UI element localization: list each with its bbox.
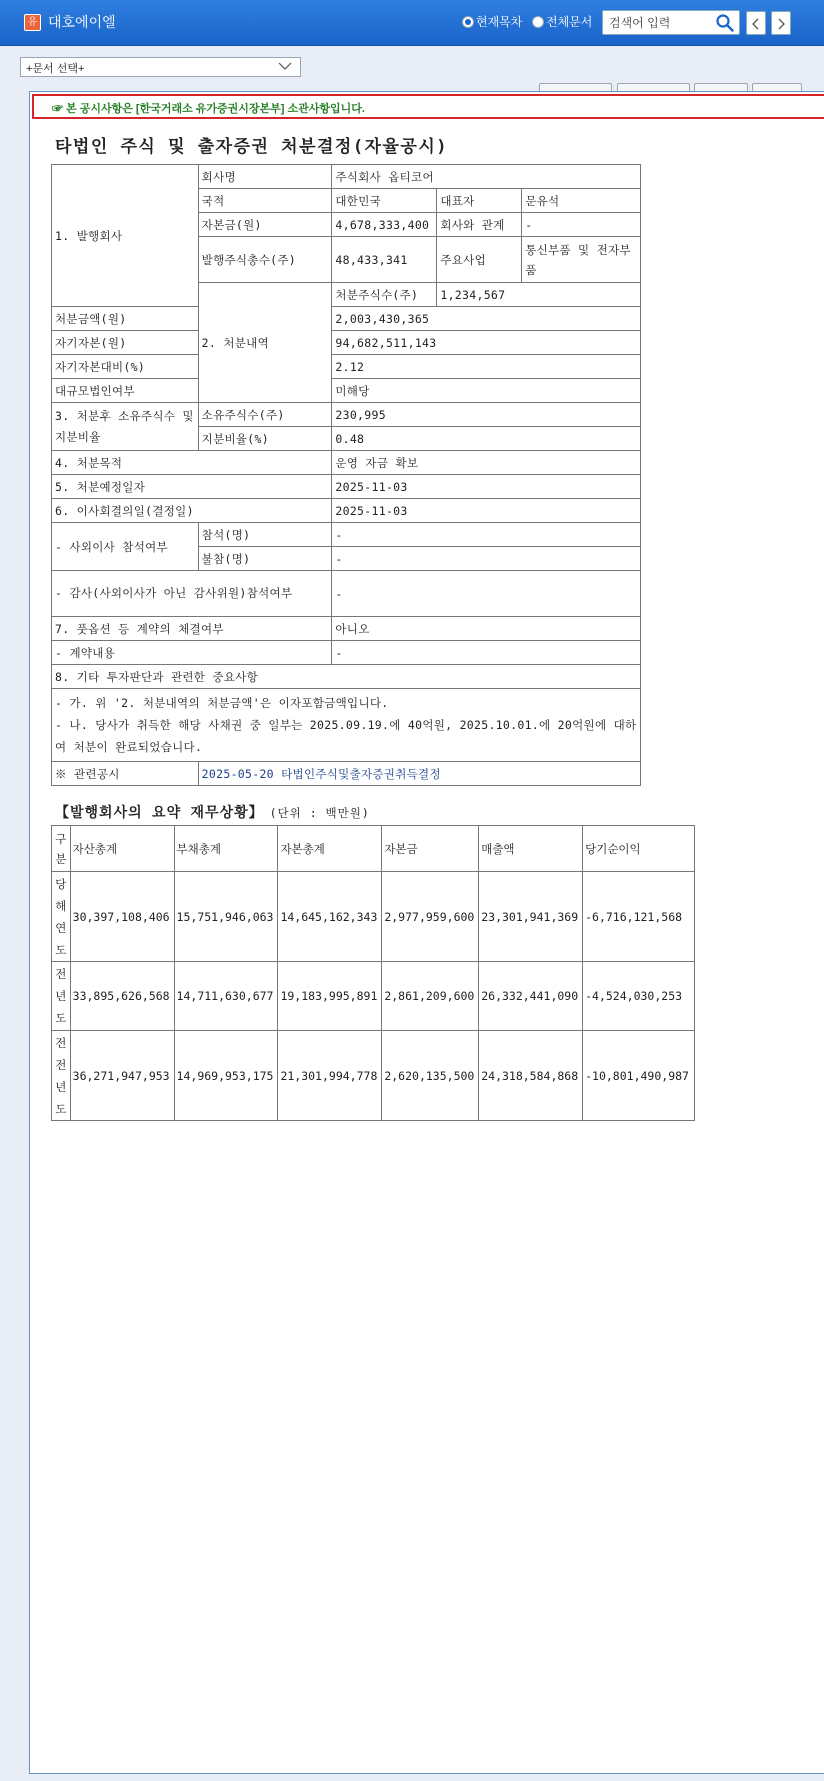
financial-summary-heading: 【발행회사의 요약 재무상황】 (55, 805, 264, 821)
cell-net-income: -6,716,121,568 (583, 872, 695, 962)
scope-all-radio[interactable] (532, 13, 592, 30)
radio-unchecked-icon[interactable] (532, 16, 544, 28)
header-revenue: 매출액 (479, 826, 583, 872)
board-date-label: 6. 이사회결의일(결정일) (52, 499, 332, 523)
financial-summary-title (55, 802, 370, 822)
disclosure-table (51, 164, 641, 786)
scheduled-date: 2025-11-03 (332, 475, 641, 499)
large-corp-label: 대규모법인여부 (52, 379, 199, 403)
contract-label: - 계약내용 (52, 641, 332, 665)
purpose: 운영 자금 확보 (332, 451, 641, 475)
disposal-shares-label: 처분주식수(주) (332, 283, 437, 307)
cell-total-liabilities: 14,969,953,175 (174, 1031, 278, 1121)
equity: 94,682,511,143 (332, 331, 641, 355)
contract: - (332, 641, 641, 665)
after-disposal-label: 3. 처분후 소유주식수 및 지분비율 (52, 403, 199, 451)
table-row (52, 1031, 695, 1121)
next-result-button[interactable] (771, 11, 791, 35)
cell-total-assets: 33,895,626,568 (70, 962, 174, 1031)
scope-current-radio[interactable] (462, 13, 522, 30)
cell-net-income: -10,801,490,987 (583, 1031, 695, 1121)
header-total-assets: 자산총계 (70, 826, 174, 872)
total-shares: 48,433,341 (332, 237, 437, 283)
cell-total-liabilities: 15,751,946,063 (174, 872, 278, 962)
table-row (52, 962, 695, 1031)
document-select[interactable] (20, 57, 301, 77)
put-option-label: 7. 풋옵션 등 계약의 체결여부 (52, 617, 332, 641)
stake-ratio: 0.48 (332, 427, 641, 451)
cell-total-assets: 36,271,947,953 (70, 1031, 174, 1121)
cell-total-assets: 30,397,108,406 (70, 872, 174, 962)
present-count: - (332, 523, 641, 547)
main-business-label: 주요사업 (437, 237, 522, 283)
table-row (52, 872, 695, 962)
disposal-amount: 2,003,430,365 (332, 307, 641, 331)
related-disclosure-link[interactable]: 2025-05-20 타법인주식및출자증권취득결정 (201, 766, 441, 781)
scope-all-label: 전체문서 (546, 15, 593, 29)
total-shares-label: 발행주식총수(주) (198, 237, 332, 283)
cell-total-equity: 19,183,995,891 (278, 962, 382, 1031)
other-matters (52, 689, 641, 762)
row-label: 전 전 년 도 (52, 1031, 71, 1121)
owned-shares: 230,995 (332, 403, 641, 427)
search-icon[interactable] (715, 13, 735, 33)
outside-director-label: - 사외이사 참석여부 (52, 523, 199, 571)
document-frame (29, 91, 824, 1774)
equity-ratio: 2.12 (332, 355, 641, 379)
prev-result-button[interactable] (746, 11, 766, 35)
scope-current-label: 현재목차 (476, 15, 523, 29)
auditor-label: - 감사(사외이사가 아닌 감사위원)참석여부 (52, 571, 332, 617)
capital: 4,678,333,400 (332, 213, 437, 237)
document-select-value: +문서 선택+ (26, 63, 85, 75)
cell-revenue: 24,318,584,868 (479, 1031, 583, 1121)
absent-count: - (332, 547, 641, 571)
absent-label: 불참(명) (198, 547, 332, 571)
cell-net-income: -4,524,030,253 (583, 962, 695, 1031)
cell-total-equity: 14,645,162,343 (278, 872, 382, 962)
cell-capital: 2,977,959,600 (382, 872, 479, 962)
cell-capital: 2,861,209,600 (382, 962, 479, 1031)
put-option: 아니오 (332, 617, 641, 641)
relation: - (522, 213, 641, 237)
company-name: 주식회사 옵티코어 (332, 165, 641, 189)
search-box (602, 10, 740, 35)
app-title: 대호에이엘 (48, 14, 116, 30)
nationality: 대한민국 (332, 189, 437, 213)
relation-label: 회사와 관계 (437, 213, 522, 237)
stake-ratio-label: 지분비율(%) (198, 427, 332, 451)
row-label: 전 년 도 (52, 962, 71, 1031)
other-matters-line: - 가. 위 '2. 처분내역의 처분금액'은 이자포함금액입니다. (55, 696, 389, 710)
financial-summary-table (51, 825, 695, 1121)
chevron-down-icon (278, 62, 292, 71)
nationality-label: 국적 (198, 189, 332, 213)
header-category: 구 분 (52, 826, 71, 872)
search-input[interactable] (603, 11, 707, 34)
company-name-label: 회사명 (198, 165, 332, 189)
purpose-label: 4. 처분목적 (52, 451, 332, 475)
logo-icon: 유 (24, 14, 41, 31)
large-corp: 미해당 (332, 379, 641, 403)
board-date: 2025-11-03 (332, 499, 641, 523)
header-net-income: 당기순이익 (583, 826, 695, 872)
row-label: 당 해 연 도 (52, 872, 71, 962)
other-matters-label: 8. 기타 투자판단과 관련한 중요사항 (52, 665, 641, 689)
disposal-label: 2. 처분내역 (198, 283, 332, 403)
ceo-label: 대표자 (437, 189, 522, 213)
chevron-right-icon (777, 18, 785, 30)
main-business: 통신부품 및 전자부품 (522, 237, 641, 283)
header-total-equity: 자본총계 (278, 826, 382, 872)
ceo: 문유석 (522, 189, 641, 213)
equity-ratio-label: 자기자본대비(%) (52, 355, 199, 379)
financial-summary-unit: (단위 : 백만원) (269, 806, 370, 820)
present-label: 참석(명) (198, 523, 332, 547)
scheduled-date-label: 5. 처분예정일자 (52, 475, 332, 499)
header-capital: 자본금 (382, 826, 479, 872)
cell-total-equity: 21,301,994,778 (278, 1031, 382, 1121)
cell-total-liabilities: 14,711,630,677 (174, 962, 278, 1031)
equity-label: 자기자본(원) (52, 331, 199, 355)
chevron-left-icon (752, 18, 760, 30)
document-title: 타법인 주식 및 출자증권 처분결정(자율공시) (55, 137, 449, 157)
other-matters-line: - 나. 당사가 취득한 해당 사채권 중 일부는 2025.09.19.에 40억원, 2025.10.01.에 20억원에 대하여 처분이 완료되었습니다. (55, 718, 637, 754)
cell-revenue: 23,301,941,369 (479, 872, 583, 962)
top-bar (0, 0, 824, 46)
owned-shares-label: 소유주식수(주) (198, 403, 332, 427)
radio-checked-icon[interactable] (462, 16, 474, 28)
disposal-shares: 1,234,567 (437, 283, 641, 307)
disposal-amount-label: 처분금액(원) (52, 307, 199, 331)
cell-revenue: 26,332,441,090 (479, 962, 583, 1031)
auditor: - (332, 571, 641, 617)
cell-capital: 2,620,135,500 (382, 1031, 479, 1121)
notice-banner: ☞ 본 공시사항은 [한국거래소 유가증권시장본부] 소관사항입니다. (32, 94, 824, 119)
capital-label: 자본금(원) (198, 213, 332, 237)
issuer-label: 1. 발행회사 (52, 165, 199, 307)
related-disclosure-label: ※ 관련공시 (52, 762, 199, 786)
header-total-liabilities: 부채총계 (174, 826, 278, 872)
